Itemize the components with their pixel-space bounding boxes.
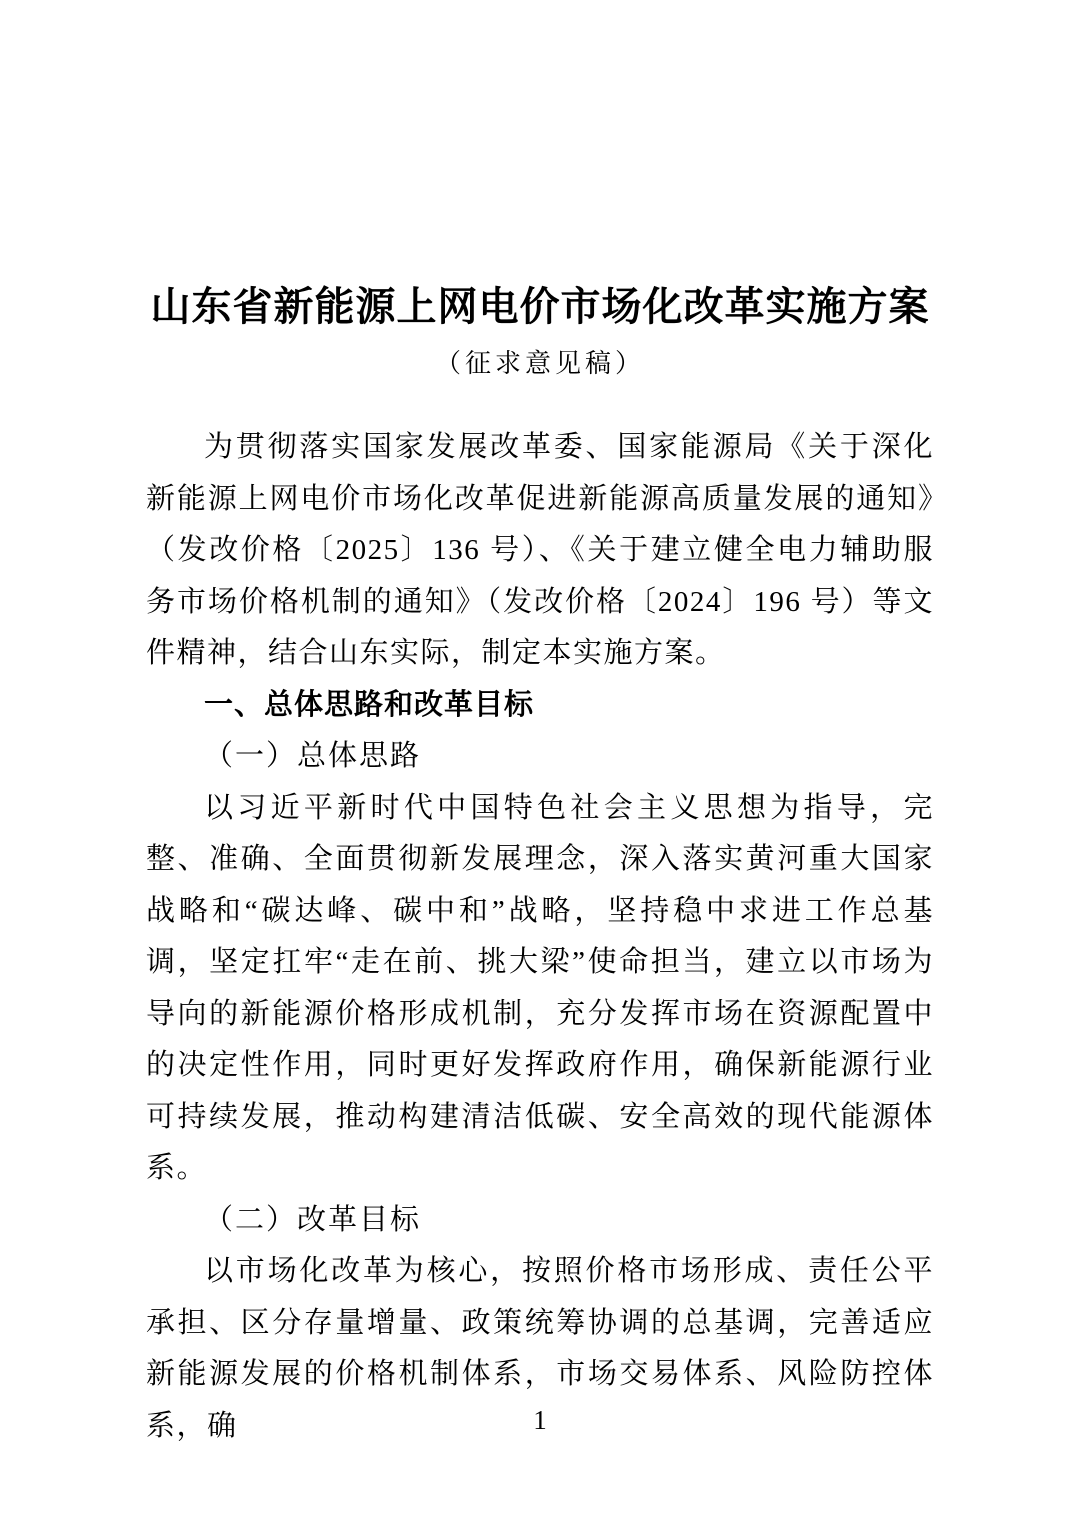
subsection-heading-1-2: （二）改革目标	[204, 1203, 422, 1236]
document-body	[146, 422, 934, 1452]
subsection-heading-1-1: （一）总体思路	[204, 740, 422, 772]
paragraph-preamble: 为贯彻落实国家发展改革委、国家能源局《关于深化新能源上网电价市场化改革促进新能源高质量发展的通知》（发改价格〔2025〕136 号）、《关于建立健全电力辅助服务市场价格机制的通知》（发改价格〔2024〕196 号）等文件精神，结合山东实际，制定本实施方案。	[146, 431, 934, 669]
document-subtitle: （征求意见稿）	[434, 349, 645, 378]
page-number: 1	[533, 1405, 547, 1435]
paragraph-overall-approach: 以习近平新时代中国特色社会主义思想为指导，完整、准确、全面贯彻新发展理念，深入落实黄河重大国家战略和“碳达峰、碳中和”战略，坚持稳中求进工作总基调，坚定扛牢“走在前、挑大梁”使命担当，建立以市场为导向的新能源价格形成机制，充分发挥市场在资源配置中的决定性作用，同时更好发挥政府作用，确保新能源行业可持续发展，推动构建清洁低碳、安全高效的现代能源体系。	[146, 791, 934, 1184]
document-title: 山东省新能源上网电价市场化改革实施方案	[150, 284, 930, 329]
section-heading-1: 一、总体思路和改革目标	[204, 688, 535, 721]
paragraph-reform-goals: 以市场化改革为核心，按照价格市场形成、责任公平承担、区分存量增量、政策统筹协调的总基调，完善适应新能源发展的价格机制体系，市场交易体系、风险防控体系，确	[146, 1255, 934, 1442]
